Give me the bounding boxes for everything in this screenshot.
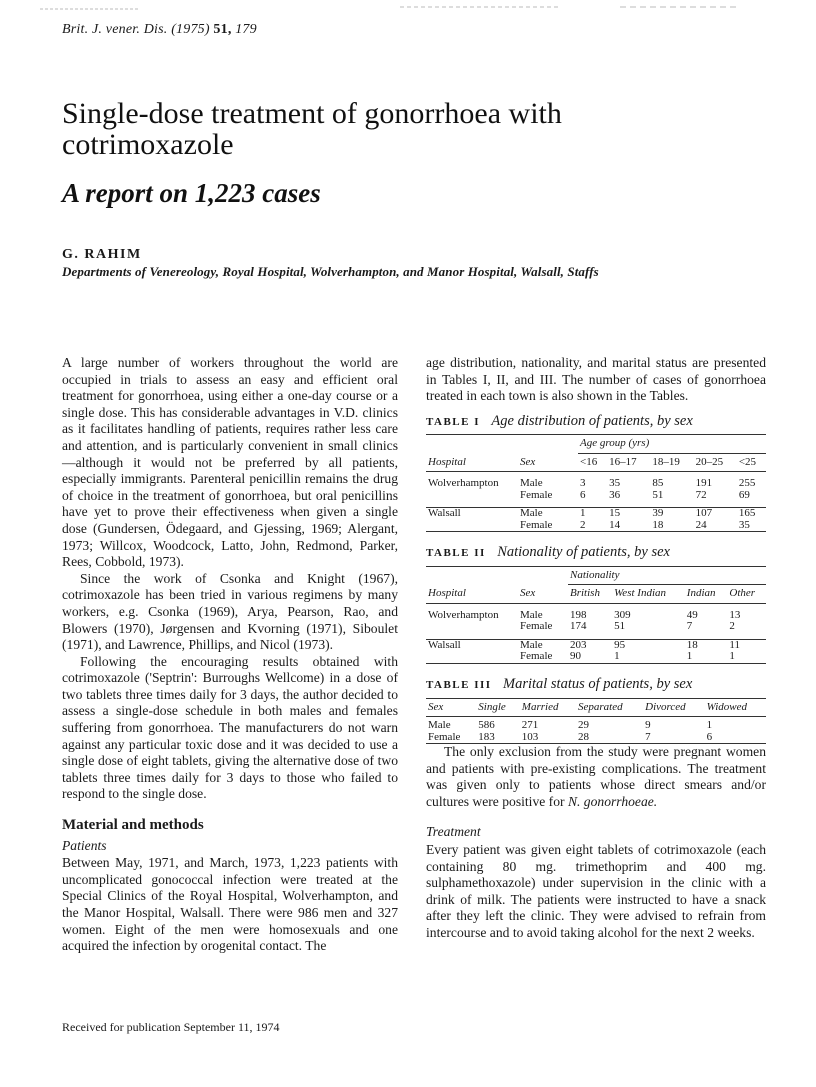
author-affiliation: Departments of Venereology, Royal Hospital, Wolverhampton, and Manor Hospital, Walsall, Staffs — [62, 264, 599, 279]
table-cell: 14 — [607, 520, 650, 532]
table-cell: 7 — [643, 732, 705, 744]
table-col-header: Widowed — [705, 698, 766, 717]
body-text: The only exclusion from the study were pregnant women and patients with pre-existing complications. The treatment was given only to patients whose direct smears and/or cultures were positive for — [426, 744, 766, 809]
table-cell: 69 — [738, 488, 750, 501]
table-cell: 309 — [614, 608, 631, 621]
table-cell — [426, 651, 518, 663]
table-label: TABLE I — [426, 415, 481, 428]
table-cell: 6 — [705, 732, 766, 744]
left-column — [62, 355, 398, 955]
table-row — [426, 490, 766, 502]
table-row — [426, 478, 766, 490]
table-cell: 7 — [686, 620, 693, 633]
journal-name: Brit. J. vener. Dis. — [62, 22, 168, 37]
table-col-header: Separated — [576, 698, 643, 717]
table-header-group: Age group (yrs) — [578, 435, 766, 454]
table-title: Age distribution of patients, by sex — [491, 412, 693, 429]
table-cell: 103 — [520, 732, 576, 744]
table-col-header: <16 — [578, 453, 607, 472]
organism-name: N. gonorrhoeae. — [567, 793, 658, 809]
table-cell: 255 — [738, 477, 756, 490]
subsection-heading: Treatment — [426, 824, 481, 840]
table-cell: 1 — [578, 508, 607, 520]
table-cell: 51 — [652, 488, 664, 501]
table-2-caption — [426, 544, 766, 562]
table-cell: Male — [520, 477, 543, 490]
table-title: Marital status of patients, by sex — [502, 675, 693, 692]
table-cell: 29 — [577, 719, 589, 732]
table-row — [426, 610, 766, 622]
table-label: TABLE II — [426, 547, 486, 560]
table-cell: 49 — [686, 608, 698, 621]
body-paragraph — [426, 744, 766, 810]
table-cell: 35 — [609, 477, 621, 490]
table-cell: 2 — [578, 520, 607, 532]
journal-citation — [62, 22, 257, 38]
table-cell: 18 — [650, 520, 693, 532]
table-col-header: 16–17 — [607, 453, 650, 472]
subsection-heading: Patients — [62, 837, 107, 853]
table-cell: 36 — [609, 488, 621, 501]
body-paragraph: Following the encouraging results obtained with cotrimoxazole ('Septrin': Burroughs Wellcome) in a dose of two tablets three times daily for 3 days, the author decided to assess a single-dose schedule in both males and females suffering from gonorrhoea. The manufacturers do not warn against any particular toxic dose and it was decided to use a single dose of eight tablets, giving the alternative dose of two tablets three times daily for 3 days to those who failed to respond to the single dose. — [62, 653, 398, 802]
table-cell: 271 — [521, 719, 539, 732]
table-cell — [426, 490, 518, 502]
table-col-header: Indian — [685, 585, 728, 604]
table-cell: 90 — [568, 651, 612, 663]
table-cell: 35 — [737, 520, 766, 532]
table-col-header: 20–25 — [694, 453, 737, 472]
table-header: Sex — [518, 566, 568, 603]
table-cell: 1 — [685, 651, 728, 663]
table-row — [426, 508, 766, 520]
table-col-header: Divorced — [643, 698, 705, 717]
table-col-header: Single — [476, 698, 520, 717]
table-col-header: <25 — [737, 453, 766, 472]
table-col-header: Sex — [426, 698, 476, 717]
table-cell: 13 — [729, 608, 741, 621]
table-row — [426, 520, 766, 532]
table-cell: 3 — [580, 477, 586, 490]
table-cell: Wolverhampton — [428, 477, 499, 490]
table-col-header: British — [568, 585, 612, 604]
table-col-header: Married — [520, 698, 576, 717]
article-subtitle: A report on 1,223 cases — [62, 178, 321, 208]
table-header: Hospital — [426, 566, 518, 603]
table-cell: 1 — [727, 651, 766, 663]
table-header-group: Nationality — [568, 566, 766, 585]
table-cell: Walsall — [426, 639, 518, 651]
table-row — [426, 651, 766, 663]
table-cell: 107 — [694, 508, 737, 520]
table-cell: 85 — [652, 477, 664, 490]
article-title: Single-dose treatment of gonorrhoea with cotrimoxazole — [62, 97, 562, 161]
table-cell: 191 — [695, 477, 713, 490]
table-cell: 9 — [645, 719, 651, 732]
table-row — [426, 732, 766, 744]
table-cell — [426, 520, 518, 532]
journal-year: (1975) — [171, 22, 210, 37]
table-cell: 165 — [737, 508, 766, 520]
table-cell: Walsall — [426, 508, 518, 520]
table-col-header: West Indian — [612, 585, 685, 604]
table-header: Hospital — [426, 435, 518, 472]
table-cell: 15 — [607, 508, 650, 520]
table-header: Sex — [518, 435, 578, 472]
table-cell: 24 — [694, 520, 737, 532]
table-row — [426, 720, 766, 732]
table-cell: Male — [520, 608, 543, 621]
table-cell: 586 — [478, 719, 495, 732]
table-cell: 203 — [568, 639, 612, 651]
table-cell: 28 — [576, 732, 643, 744]
table-cell: 18 — [685, 639, 728, 651]
table-1 — [426, 434, 766, 532]
journal-volume: 51, — [213, 22, 232, 37]
table-row — [426, 621, 766, 633]
body-paragraph: Every patient was given eight tablets of cotrimoxazole (each containing 80 mg. trimethoprim and 400 mg. sulphamethoxazole) under supervision in the clinic with a drink of milk. The patients were instructed to have a snack after they left the clinic. They were advised to refrain from intercourse and to avoid taking alcohol for the next 2 weeks. — [426, 842, 766, 940]
table-cell: 6 — [580, 488, 586, 501]
table-cell: 1 — [706, 719, 713, 732]
table-cell: 72 — [695, 488, 707, 501]
table-cell: Female — [426, 732, 476, 744]
table-cell: Female — [520, 620, 553, 633]
table-cell: Female — [518, 651, 568, 663]
table-col-header: 18–19 — [650, 453, 693, 472]
table-label: TABLE III — [426, 678, 492, 691]
table-cell: 11 — [727, 639, 766, 651]
table-cell: 2 — [729, 620, 735, 633]
table-cell: Male — [518, 508, 578, 520]
table-cell: Male — [518, 639, 568, 651]
section-heading: Material and methods — [62, 817, 204, 834]
table-title: Nationality of patients, by sex — [497, 544, 670, 561]
table-cell: 183 — [476, 732, 520, 744]
table-3-caption — [426, 676, 766, 694]
intro-paragraph: A large number of workers throughout the world are occupied in trials to assess an easy and efficient oral treatment for gonorrhoea, using either a one-day course or a single dose. This has considerable advantages in V.D. clinics as it facilitates handling of patients, requires rather less care and attention, and is particularly convenient in small clinics—although it would not be preferred by all patients, especially immigrants. Parenteral penicillin remains the drug of choice in the treatment of gonorrhoea, but oral penicillins have yet to prove their effectiveness when given a single dose (Gundersen, Ödegaard, and Gjessing, 1969; Alergant, 1973; Willcox, Woodcock, Latto, John, Redmond, Parker, Rees, Cobbold, 1973). — [62, 355, 398, 570]
journal-page: 179 — [235, 22, 257, 37]
table-cell: Female — [520, 488, 553, 501]
body-paragraph: Between May, 1971, and March, 1973, 1,223 patients with uncomplicated gonococcal infection were treated at the Special Clinics of the Royal Hospital, Wolverhampton, and the Manor Hospital, Walsall. There were 986 men and 327 women. Eight of the men were homosexuals and one acquired the infection by orogenital contact. The — [62, 855, 398, 954]
body-paragraph: age distribution, nationality, and marital status are presented in Tables I, II, and III. The number of cases of gonorrhoea treated in each town is also shown in the Tables. — [426, 355, 766, 404]
table-cell: Male — [428, 719, 451, 732]
table-cell: Female — [518, 520, 578, 532]
table-cell — [426, 621, 518, 633]
body-paragraph: Since the work of Csonka and Knight (1967), cotrimoxazole has been tried in various regimens by many workers, e.g. Csonka (1969), Arya, Pearson, Rao, and Blowers (1970), Jørgensen and Kvorning (1971), Siboulet (1971), and Lawrence, Phillips, and Nicol (1973). — [62, 570, 398, 653]
table-col-header: Other — [727, 585, 766, 604]
author-name: G. RAHIM — [62, 247, 142, 262]
received-note: Received for publication September 11, 1974 — [62, 1020, 280, 1034]
table-cell: Wolverhampton — [428, 608, 499, 621]
top-edge-rule — [0, 4, 816, 14]
table-cell: 174 — [570, 620, 587, 633]
table-cell: 95 — [612, 639, 685, 651]
table-cell: 198 — [570, 608, 587, 621]
table-row — [426, 639, 766, 651]
table-1-caption — [426, 413, 766, 431]
table-cell: 1 — [612, 651, 685, 663]
right-column — [426, 355, 766, 942]
table-cell: 51 — [614, 620, 626, 633]
table-3 — [426, 698, 766, 745]
table-cell: 39 — [650, 508, 693, 520]
table-2 — [426, 566, 766, 664]
